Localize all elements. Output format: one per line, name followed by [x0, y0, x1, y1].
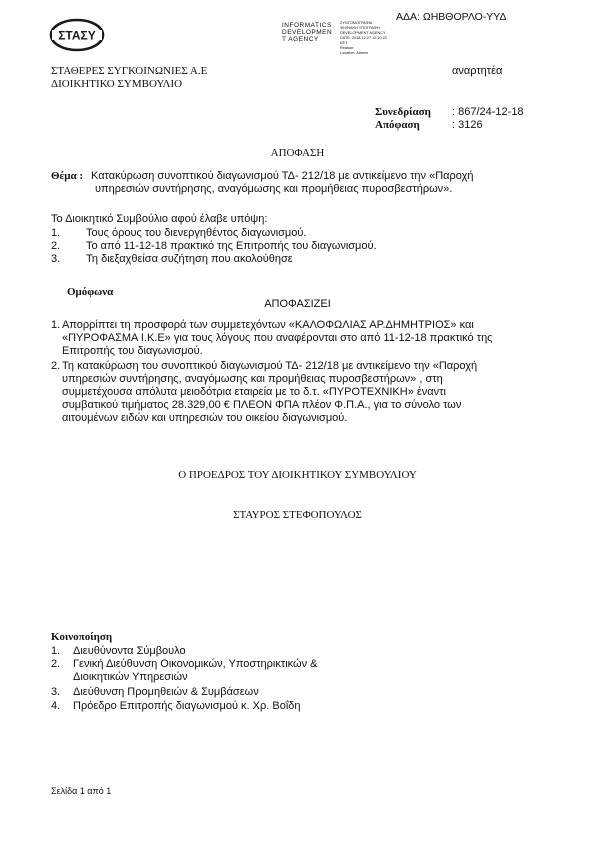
item-number: 2.	[51, 658, 61, 670]
item-text: Διοικητικών Υπηρεσιών	[73, 671, 188, 683]
stamp-line: ΨΗΦΙΑΚΗ ΥΠΟΓΡΑΦΗ	[340, 26, 380, 30]
decision-number: 1.	[51, 319, 61, 331]
org-name-block	[282, 22, 332, 43]
item-number: 3.	[51, 686, 61, 698]
document-title: ΑΠΟΦΑΣΗ	[270, 147, 325, 159]
item-number: 2.	[51, 240, 61, 252]
decision-line: Απορρίπτει τη προσφορά των συμμετεχόντων «ΚΑΛΟΦΩΛΙΑΣ ΑΡ.ΔΗΜΗΤΡΙΟΣ» και	[62, 319, 474, 331]
item-text: Πρόεδρο Επιτροπής διαγωνισμού κ. Χρ. Βοΐδη	[73, 700, 301, 712]
stamp-line: DEVELOPMENT AGENCY	[340, 31, 386, 35]
decision-value: : 3126	[452, 119, 483, 131]
decision-line: Επιτροπής του διαγωνισμού.	[62, 345, 203, 357]
decision-line: αιτουμένων ειδών και υπηρεσιών του οικείου διαγωνισμού.	[62, 412, 348, 424]
stamp-line: Reason:	[340, 46, 355, 50]
decision-line: υπηρεσιών συντήρησης, αναγόμωσης και προμήθειας πυροσβεστήρων» , στη	[62, 373, 443, 385]
subject-line: υπηρεσιών συντήρησης, αναγόμωσης και προμήθειας πυροσβεστήρων».	[95, 183, 453, 195]
stamp-line: ΣΥΝΤΟΜΟΓΡΑΦΙΑ	[340, 21, 373, 25]
item-text: Γενική Διεύθυνση Οικονομικών, Υποστηρικτικών &	[73, 658, 318, 670]
item-text: Τους όρους του διενεργηθέντος διαγωνισμού.	[86, 227, 307, 239]
item-text: Τη διεξαχθείσα συζήτηση που ακολούθησε	[86, 253, 293, 265]
item-number: 4.	[51, 700, 61, 712]
decision-line: συμβατικού τιμήματος 28.329,00 € ΠΛΕΟΝ ΦΠΑ πλέον Φ.Π.Α., για το σύνολο των	[62, 399, 462, 411]
item-number: 1.	[51, 645, 61, 657]
item-text: Διευθύνοντα Σύμβουλο	[73, 645, 186, 657]
item-text: Διεύθυνση Προμηθειών & Συμβάσεων	[73, 686, 259, 698]
decides-heading: ΑΠΟΦΑΣΙΖΕΙ	[264, 298, 331, 310]
item-number: 1.	[51, 227, 61, 239]
board-name: ΔΙΟΙΚΗΤΙΚΟ ΣΥΜΒΟΥΛΙΟ	[51, 78, 183, 90]
item-number: 3.	[51, 253, 61, 265]
decision-line: «ΠΥΡΟΦΑΣΜΑ Ι.Κ.Ε» για τους λόγους που αναφέρονται στο από 11-12-18 πρακτικό της	[62, 332, 493, 344]
org-line: DEVELOPMEN	[282, 29, 333, 36]
digital-signature-stamp	[340, 21, 387, 56]
logo-text: ΣΤΑΣΥ	[58, 28, 96, 43]
decision-line: συμμετέχουσα απόλυτα μειοδότρια εταιρεία με το δ.τ. «ΠΥΡΟΤΕΧΝΙΚΗ» έναντι	[62, 386, 446, 398]
stasy-logo	[49, 18, 105, 52]
decision-number: 2.	[51, 360, 61, 372]
signatory-title: Ο ΠΡΟΕΔΡΟΣ ΤΟΥ ΔΙΟΙΚΗΤΙΚΟΥ ΣΥΜΒΟΥΛΙΟΥ	[178, 469, 417, 481]
signatory-name: ΣΤΑΥΡΟΣ ΣΤΕΦΟΠΟΥΛΟΣ	[233, 509, 362, 521]
session-value: : 867/24-12-18	[452, 106, 524, 118]
session-label: Συνεδρίαση	[375, 106, 431, 118]
considered-intro: Το Διοικητικό Συμβούλιο αφού έλαβε υπόψη:	[51, 213, 268, 225]
subject-line: Κατακύρωση συνοπτικού διαγωνισμού ΤΔ- 212/18 με αντικείμενο την «Παροχή	[91, 170, 474, 182]
page-number: Σελίδα 1 από 1	[51, 786, 112, 796]
posting-label: αναρτητέα	[452, 65, 503, 77]
decision-label: Απόφαση	[375, 119, 420, 131]
item-text: Το από 11-12-18 πρακτικό της Επιτροπής του διαγωνισμού.	[86, 240, 377, 252]
distribution-title: Κοινοποίηση	[51, 631, 113, 643]
unanimous-label: Ομόφωνα	[67, 286, 114, 298]
stamp-line: EET	[340, 41, 348, 45]
stamp-line: Location: Athens	[340, 51, 369, 55]
stamp-line: DATE: 2018.12.27 12:10:23	[340, 36, 387, 40]
company-name: ΣΤΑΘΕΡΕΣ ΣΥΓΚΟΙΝΩΝΙΕΣ Α.Ε	[51, 65, 208, 77]
org-line: T AGENCY	[282, 36, 319, 43]
ada-code: ΑΔΑ: ΩΗΒΘΟΡΛΟ-ΥΥΔ	[396, 11, 507, 23]
subject-label: Θέμα :	[51, 170, 84, 182]
org-line: INFORMATICS	[282, 22, 332, 29]
decision-line: Τη κατακύρωση του συνοπτικού διαγωνισμού ΤΔ- 212/18 με αντικείμενο την «Παροχή	[62, 360, 478, 372]
